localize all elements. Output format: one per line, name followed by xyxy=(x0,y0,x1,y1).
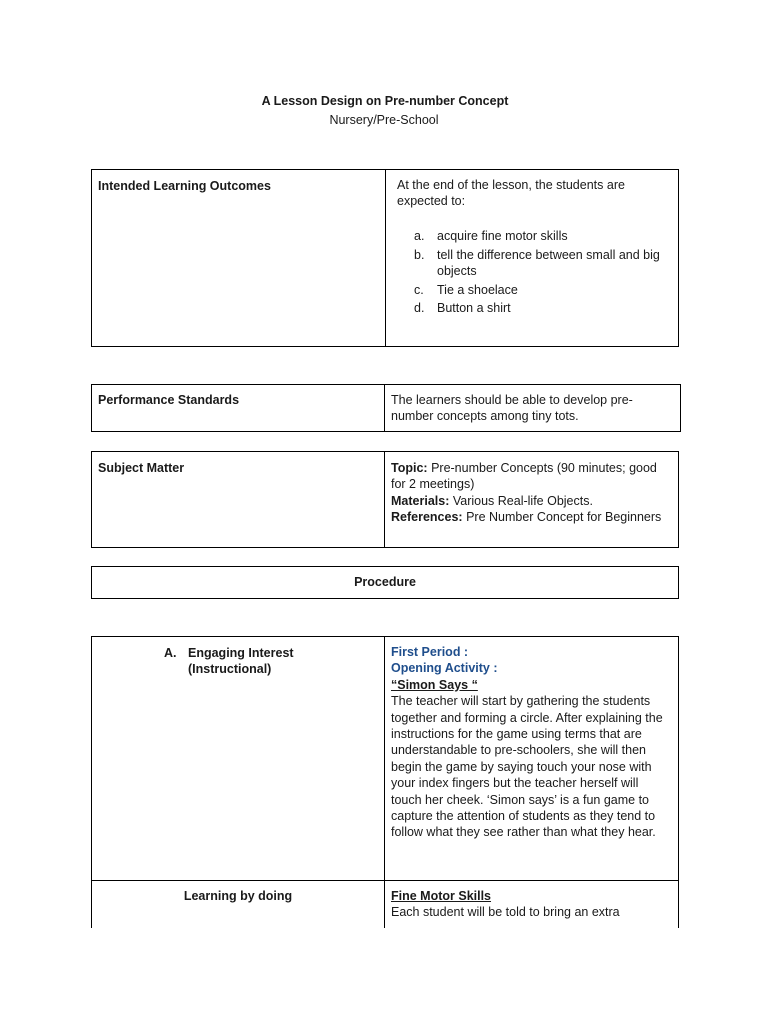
outcome-marker: a. xyxy=(414,228,425,243)
outcome-marker: c. xyxy=(414,282,424,297)
outcomes-label: Intended Learning Outcomes xyxy=(92,170,386,346)
outcome-item xyxy=(414,247,667,280)
procedure-table xyxy=(91,636,679,928)
learning-row xyxy=(92,881,678,928)
outcome-text: Tie a shoelace xyxy=(437,282,518,297)
outcomes-intro: At the end of the lesson, the students are expected to: xyxy=(397,178,625,209)
engaging-content xyxy=(385,637,678,880)
subject-materials xyxy=(391,493,672,509)
engaging-marker: A. xyxy=(164,646,177,660)
learning-label-cell xyxy=(92,881,385,928)
learning-content xyxy=(385,881,678,928)
engaging-description: The teacher will start by gathering the students together and forming a circle. After explaining the instructions for the game using terms that are understandable to pre-schoolers, she will then begin the game by saying touch your nose with your index fingers but the teacher herself will touch her cheek. ‘Simon says’ is a fun game to capture the attention of students as they tend to follow what they see rather than what they hear. xyxy=(391,694,663,840)
subject-references xyxy=(391,509,672,525)
outcome-item xyxy=(414,228,667,244)
engaging-label-text: Engaging Interest (Instructional) xyxy=(188,646,294,677)
engaging-label xyxy=(92,637,384,678)
document-subtitle: Nursery/Pre-School xyxy=(329,113,439,127)
materials-text: Various Real-life Objects. xyxy=(452,493,593,508)
outcome-item xyxy=(414,282,667,298)
outcome-text: acquire fine motor skills xyxy=(437,228,568,243)
subject-table xyxy=(91,451,679,548)
learning-description: Each student will be told to bring an extra xyxy=(391,905,620,920)
skill-title: Fine Motor Skills xyxy=(391,889,492,903)
engaging-row xyxy=(92,637,678,881)
outcome-marker: b. xyxy=(414,247,425,262)
outcomes-content xyxy=(386,170,678,346)
outcomes-list xyxy=(397,228,667,317)
outcome-marker: d. xyxy=(414,301,425,316)
subject-content xyxy=(385,452,678,547)
performance-text: The learners should be able to develop pre-number concepts among tiny tots. xyxy=(391,393,633,424)
engaging-label-cell xyxy=(92,637,385,880)
outcomes-table xyxy=(91,169,679,347)
references-text: Pre Number Concept for Beginners xyxy=(466,510,662,525)
game-title: “Simon Says “ xyxy=(391,677,478,692)
subject-label: Subject Matter xyxy=(92,452,385,547)
materials-label: Materials: xyxy=(391,493,450,508)
period-label: First Period : xyxy=(391,645,469,659)
learning-label: Learning by doing xyxy=(183,889,293,903)
outcome-item xyxy=(414,300,667,316)
procedure-heading xyxy=(91,566,679,599)
procedure-heading-text: Procedure xyxy=(354,575,416,590)
performance-table xyxy=(91,384,681,432)
references-label: References: xyxy=(391,510,463,525)
outcome-text: tell the difference between small and big objects xyxy=(437,247,660,278)
outcome-text: Button a shirt xyxy=(437,301,511,316)
document-title: A Lesson Design on Pre-number Concept xyxy=(261,94,509,108)
topic-text: Pre-number Concepts (90 minutes; good for 2 meetings) xyxy=(391,461,657,492)
subject-topic xyxy=(391,460,672,493)
activity-label: Opening Activity : xyxy=(391,661,498,676)
topic-label: Topic: xyxy=(391,461,428,475)
performance-label: Performance Standards xyxy=(92,385,385,431)
